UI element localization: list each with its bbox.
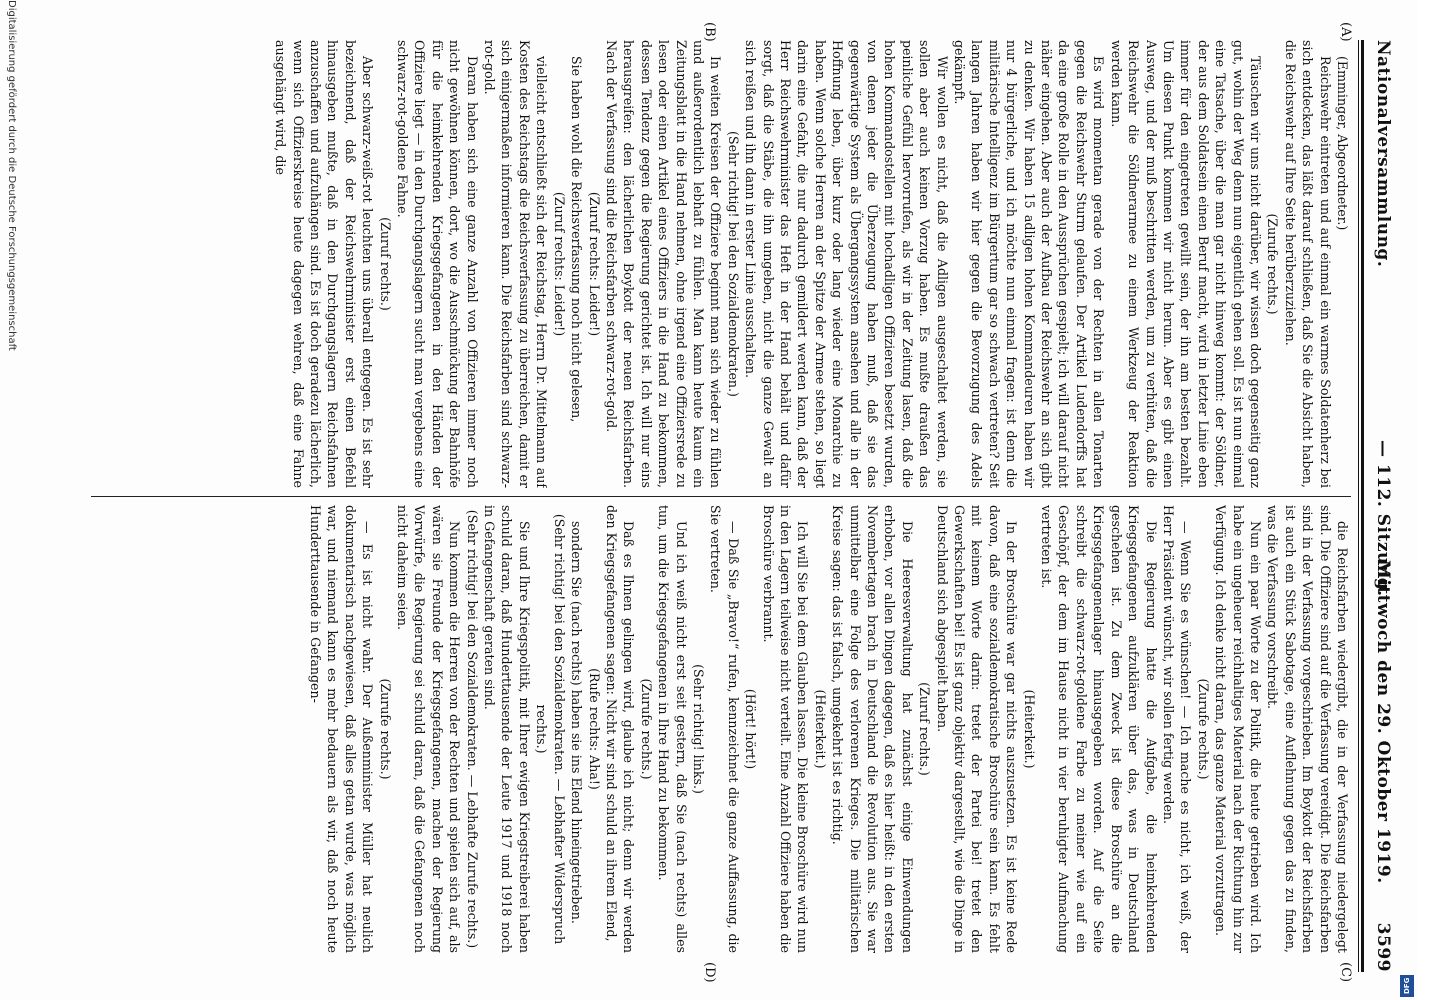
paragraph: (Sehr richtig! bei den Sozialdemokraten.) xyxy=(725,131,741,397)
paragraph: Daran haben sich eine ganze Anzahl von Offizieren immer noch nicht gewöhnen können, dort, wo die Ausschmückung der Bahnhöfe für die heimkehrenden Kriegsgefangenen in den Händen der Offiziere liegt — in den Durchgangslagern sucht man vergebens eine schwarz-rot-goldene Fahne. xyxy=(395,40,480,488)
paragraph: — Wenn Sie es wünschen! — Ich mache es nicht, ich weiß, der Herr Präsident wünscht, wir sollen fertig werden. xyxy=(1160,505,1194,953)
paragraph: Die Regierung hatte die Aufgabe, die heimkehrenden Kriegsgefangenen aufzuklären über das, was in Deutschland geschehen ist. Zu dem Zweck ist diese Broschüre an die Kriegsgefangenenlager hinausgegeben worden. Auf die Seite schreibt die schwarz-rot-goldene Farbe zu meiner wie auf ein Geschöpf, der dem im Hause nicht in vier beruhigter Aufmachung vertreten ist. xyxy=(1039,505,1159,953)
paragraph: Täuschen wir uns nicht darüber, wir wissen doch gegenseitig ganz gut, wohin der Weg denn nun eigentlich gehen soll. Es ist nun einmal eine Tatsache, über die man gar nicht hinweg kommt: der Söldner, der aus dem Soldatsein einen Beruf macht, wird in letzter Linie eben immer für den eingetreten gewillt sein, der ihn am besten bezahlt. Um diesen Punkt kommen wir nicht herum. Aber es gibt einen Ausweg, und der muß beschritten werden, um zu verhüten, daß die Reichswehr die Söldnerarmee zu einem Werkzeug der Reaktion werden kann. xyxy=(1108,40,1263,488)
paragraph: Reichswehr eintreten und auf einmal ein warmes Soldatenherz bei sich entdecken, das läßt darauf schließen, daß Sie die Absicht haben, die Reichswehr auf Ihre Seite herüberzuziehen. xyxy=(1282,40,1333,488)
page-header xyxy=(1367,40,1397,972)
paragraph: (Rufe rechts: Aha!) xyxy=(586,668,602,790)
header-rule-thin xyxy=(1358,40,1359,972)
header-rule xyxy=(1361,40,1364,972)
paragraph: Sie und Ihre Kriegspolitik, mit Ihrer ewigen Kriegstreiberei haben schuld daran, daß Hunderttausende der Leute 1917 und 1918 noch in Gefangenschaft geraten sind. xyxy=(482,505,532,953)
paragraph: Sie haben wohl die Reichsverfassung noch nicht gelesen, xyxy=(569,56,585,423)
paragraph: (Zurufe rechts.) xyxy=(1195,678,1211,780)
paragraph: (Zuruf rechts: Leider!) xyxy=(586,191,602,337)
margin-marker-d: (D) xyxy=(702,962,717,983)
paragraph: (Zurufe rechts.) xyxy=(377,678,393,780)
paragraph: (Zuruf rechts.) xyxy=(377,217,393,311)
paragraph: (Heiterkeit.) xyxy=(1021,689,1037,769)
paragraph: (Emminger, Abgeordneter.) xyxy=(1335,56,1350,231)
digitization-footer: Digitalisierung gefördert durch die Deutsche Forschungsgemeinschaft xyxy=(6,0,17,351)
paragraph: Ich will Sie bei dem Glauben lassen. Die kleine Broschüre wird nun in den Lagern teilweise nicht verteilt. Eine Anzahl Offiziere haben die Broschüre verbrannt. xyxy=(760,505,811,953)
paragraph: Nun ein paar Worte zu der Politik, die heute getrieben wird. Ich habe ein ungeheuer reichhaltiges Material nach der Richtung hin zur Verfügung. Ich denke nicht daran, das ganze Material vorzutragen. xyxy=(1213,505,1263,953)
paragraph: Es wird momentan gerade von der Rechten in allen Tonarten gegen die Reichswehr Sturm gelaufen. Der Artikel Ludendorffs hat da eine große Rolle in den Aussprüchen gespielt; ich will darauf nicht näher eingehen. Aber auch der Aufbau der Reichswehr an sich gibt zu denken. Wir haben 15 adligen hohen Kommandeuren haben wir nur 4 bürgerliche, und ich möchte nun einmal fragen: ist denn die militärische Intelligenz im Bürgertum gar so schwach vertreten? Seit langen Jahren haben wir hier gegen die Bevorzugung des Adels gekämpft. xyxy=(952,40,1107,488)
paragraph: (Sehr richtig! bei den Sozialdemokraten. — Lebhafter Widerspruch rechts.) xyxy=(534,513,567,945)
margin-marker-c: (C) xyxy=(1338,962,1353,983)
paragraph: (Zuruf rechts: Leider!) xyxy=(551,191,567,337)
paragraph: Die Heeresverwaltung hat zunächst einige Einwendungen erhoben, vor allen Dingen dagegen, daß es hier heißt: in den ersten Novembertagen brach in Deutschland die Revolution aus. Sie war unmittelbar eine Folge des verlorenen Krieges. Die militärischen Kreise sagen: das ist falsch, umgekehrt ist es richtig. xyxy=(830,505,915,953)
paragraph: (Zurufe rechts.) xyxy=(638,678,654,780)
right-column xyxy=(91,505,1351,953)
paragraph: sondern Sie (nach rechts) haben sie ins Elend hineingetrieben. xyxy=(569,521,585,924)
paragraph: — Es ist nicht wahr. Der Außenminister Müller hat neulich dokumentarisch nachgewiesen, daß alles getan wurde, was möglich war, und niemand kann es mehr bedauern als wir, daß noch heute Hunderttausende in Gefangen- xyxy=(308,505,376,953)
header-session: — 112. Sitzung. xyxy=(1373,440,1393,597)
paragraph: (Sehr richtig! links.) xyxy=(690,664,706,794)
paragraph: Nun kommen die Herren von der Rechten und spielen sich auf, als wären sie Freunde der Kriegsgefangenen, machen der Regierung Vorwürfe, die Regierung sei schuld daran, daß die Gefangenen noch nicht daheim seien. xyxy=(395,505,463,953)
paragraph: In weiten Kreisen der Offiziere beginnt man sich wieder zu fühlen und außerordentlich lebhaft zu fühlen. Man kann heute kaum ein Zeitungsblatt in die Hand nehmen, ohne irgend eine Offiziersrede zu lesen oder einen Artikel eines Offiziers in die Hand zu bekommen, dessen Tendenz gegen die Regierung gerichtet ist. Ich will nur eins herausgreifen: den lächerlichen Boykott der neuen Reichsfarben. Nach der Verfassung sind die Reichsfarben schwarz-rot-gold. xyxy=(603,40,724,488)
paragraph: die Reichsfarben wiedergibt, die in der Verfassung niedergelegt sind. Die Offiziere sind auf die Verfassung vereidigt. Die Reichsfarben sind in der Verfassung vorgeschrieben. Im Boykott der Reichsfarben ist auch ein Stück Sabotage, eine Auflehnung gegen das zu finden, was die Verfassung vorschreibt. xyxy=(1265,505,1350,953)
paragraph: (Sehr richtig! bei den Sozialdemokraten. — Lebhafte Zurufe rechts.) xyxy=(464,509,480,949)
paragraph: (Hört! hört!) xyxy=(743,688,759,770)
dfg-logo: DFG xyxy=(1400,975,1414,997)
header-date: Mittwoch den 29. Oktober 1919. xyxy=(1373,560,1393,884)
page-number: 3599 xyxy=(1373,922,1393,972)
paragraph: (Zuruf rechts.) xyxy=(917,682,933,776)
paragraph: Wir wollen es nicht, daß die Adligen ausgeschaltet werden, sie sollen aber auch keinen Vorzug haben. Es mußte draußen das peinliche Gefühl hervorrufen, als wir in der Zeitung lasen, daß die hohen Kommandostellen mit hochadligen Offizieren besetzt wurden, von denen jeder die Überzeugung haben muß, daß sie das gegenwärtige System als Übergangssystem ansehen und alle in der Hoffnung leben, über kurz oder lang wieder eine Monarchie zu haben. Wenn solche Herren an der Spitze der Armee stehen, so liegt darin eine Gefahr, die nur dadurch gemildert werden kann, daß der Herr Reichswehrminister das Heft in der Hand behält und dafür sorgt, daß die Stäbe, die ihn umgeben, nicht die ganze Gewalt an sich reißen und ihn dann in erster Linie ausschalten. xyxy=(743,40,950,488)
column-divider xyxy=(91,496,1351,497)
paragraph: (Heiterkeit.) xyxy=(812,689,828,769)
header-title: Nationalversammlung. xyxy=(1373,40,1393,268)
paragraph: In der Broschüre war gar nichts auszusetzen. Es ist keine Rede davon, daß eine sozialdemokratische Broschüre sein kann. Es fehlt mit keinem Worte darin: tretet der Partei bei! tretet den Gewerkschaften bei! Es ist ganz objektiv dargestellt, wie die Dinge in Deutschland sich abgespielt haben. xyxy=(934,505,1020,953)
margin-marker-a: (A) xyxy=(1338,22,1353,42)
paragraph: — Daß Sie „Bravo!“ rufen, kennzeichnet die ganze Auffassung, die Sie vertreten. xyxy=(708,505,741,953)
paragraph: vielleicht entschließt sich der Reichstag, Herrn Dr. Mittelmann auf Kosten des Reichstags die Reichsverfassung zu überreichen, damit er sich einigermaßen informieren kann. Die Reichsfarben sind schwarz-rot-gold. xyxy=(482,40,550,488)
paragraph: (Zurufe rechts.) xyxy=(1265,213,1281,315)
paragraph: Daß es Ihnen gelingen wird, glaube ich nicht; denn wir werden den Kriegsgefangenen sagen: Nicht wir sind schuld an ihrem Elend, xyxy=(603,505,637,953)
paragraph: Aber schwarz-weiß-rot leuchten uns überall entgegen. Es ist sehr bezeichnend, daß der Reichswehrminister erst einen Befehl hinausgeben mußte, daß in den Durchgangslagern Reichsfahnen anzuschaffen und aufzuhängen sind. Es ist doch geradezu lächerlich, wenn sich Offizierskreise heute dagegen wehren, daß eine Fahne ausgehängt wird, die xyxy=(273,40,376,488)
paragraph: Und ich weiß nicht erst seit gestern, daß Sie (nach rechts) alles tun, um die Kriegsgefangenen in Ihre Hand zu bekommen. xyxy=(656,505,689,953)
margin-marker-b: (B) xyxy=(702,22,717,42)
left-column xyxy=(91,40,1351,488)
